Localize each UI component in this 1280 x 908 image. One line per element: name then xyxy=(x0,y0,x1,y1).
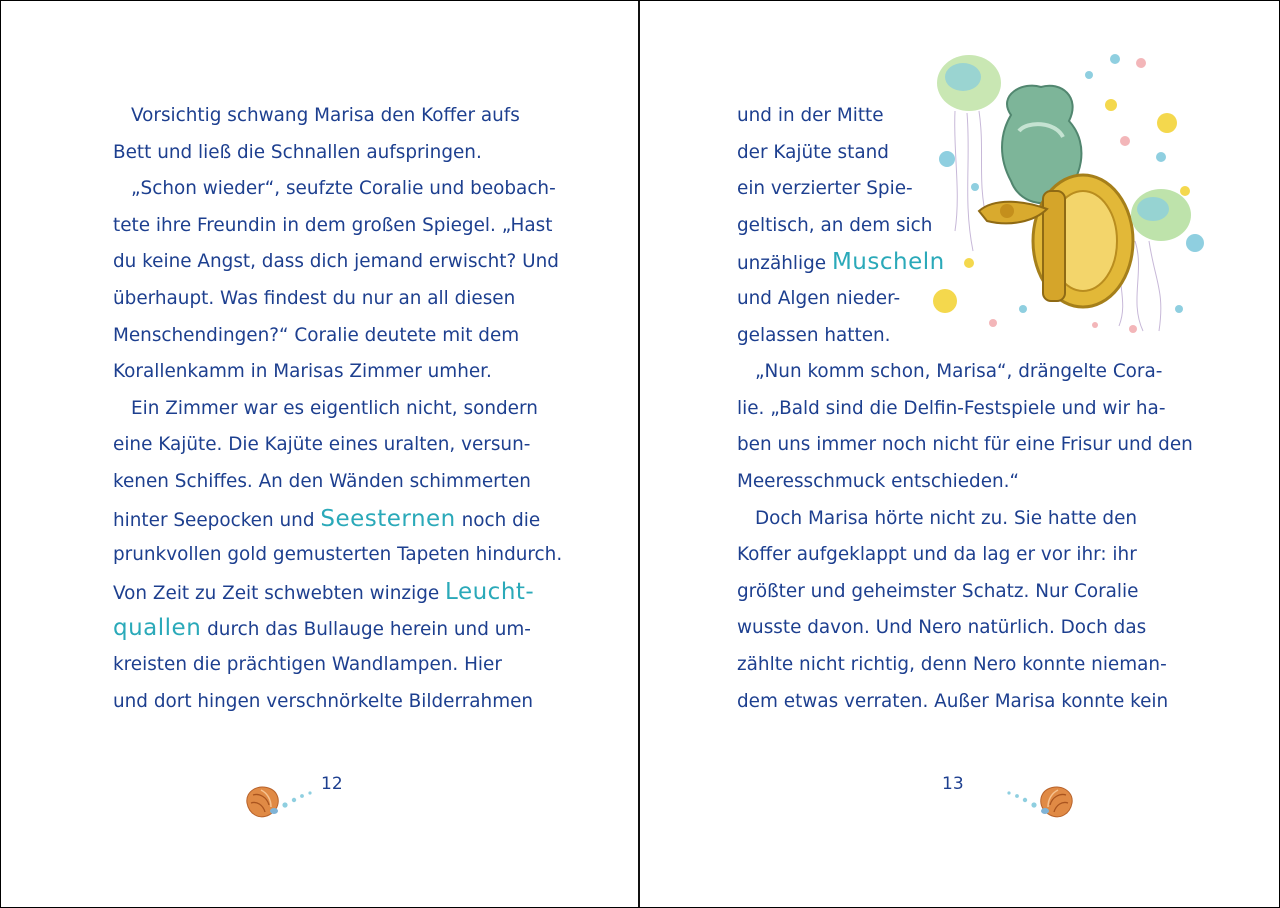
text-line: größter und geheimster Schatz. Nur Coralie xyxy=(737,580,1139,602)
text-line xyxy=(737,244,1207,281)
text-segment: hinter Seepocken und xyxy=(113,509,321,531)
seashell-icon xyxy=(241,781,317,821)
bubbles-icon xyxy=(282,791,311,807)
text-line: lie. „Bald sind die Delfin-Festspiele und wir ha- xyxy=(737,397,1166,419)
text-segment: durch das Bullauge herein und um- xyxy=(201,619,531,641)
seashell-icon xyxy=(1002,781,1078,821)
seashell-icon xyxy=(247,787,278,817)
text-line: Doch Marisa hörte nicht zu. Sie hatte den xyxy=(755,507,1138,529)
text-line: kenen Schiffes. An den Wänden schimmerten xyxy=(113,470,531,492)
page-number: 12 xyxy=(321,774,343,794)
text-line: zählte nicht richtig, denn Nero konnte nieman- xyxy=(737,653,1167,675)
text-segment: Von Zeit zu Zeit schwebten winzige xyxy=(113,582,446,604)
text-line: gelassen hatten. xyxy=(737,324,891,346)
highlight-word-muscheln: Muscheln xyxy=(831,249,945,276)
highlight-word-quallen: quallen xyxy=(113,615,202,642)
text-line: Ein Zimmer war es eigentlich nicht, sondern xyxy=(131,397,538,419)
text-line: und dort hingen verschnörkelte Bilderrahmen xyxy=(113,690,534,712)
text-line: und Algen nieder- xyxy=(737,287,901,309)
text-line xyxy=(113,501,573,538)
text-line: kreisten die prächtigen Wandlampen. Hier xyxy=(113,653,502,675)
text-line: Korallenkamm in Marisas Zimmer umher. xyxy=(113,361,492,383)
text-line: Bett und ließ die Schnallen aufspringen. xyxy=(113,141,482,163)
right-page-text xyxy=(737,98,1207,720)
highlight-word-seesternen: Seesternen xyxy=(320,505,456,532)
text-line: ein verzierter Spie- xyxy=(737,178,913,200)
highlight-word-leucht: Leucht- xyxy=(445,578,535,605)
text-line: prunkvollen gold gemusterten Tapeten hindurch. xyxy=(113,544,563,566)
text-segment: noch die xyxy=(455,509,541,531)
text-segment: unzählige xyxy=(737,253,832,275)
text-line: Koffer aufgeklappt und da lag er vor ihr: ihr xyxy=(737,544,1137,566)
text-line: Vorsichtig schwang Marisa den Koffer aufs xyxy=(131,105,520,126)
text-line: wusste davon. Und Nero natürlich. Doch das xyxy=(737,617,1147,639)
text-line: ben uns immer noch nicht für eine Frisur und den xyxy=(737,434,1193,456)
text-line: dem etwas verraten. Außer Marisa konnte kein xyxy=(737,690,1169,712)
text-line: eine Kajüte. Die Kajüte eines uralten, versun- xyxy=(113,434,531,456)
text-line xyxy=(113,574,573,611)
text-line: „Schon wieder“, seufzte Coralie und beobach- xyxy=(131,178,556,200)
text-line xyxy=(113,610,573,647)
text-line: Meeresschmuck entschieden.“ xyxy=(737,470,1020,492)
page-number: 13 xyxy=(942,774,964,794)
left-page-text xyxy=(113,98,573,720)
text-line: geltisch, an dem sich xyxy=(737,214,933,236)
seashell-icon xyxy=(1041,787,1072,817)
text-line: überhaupt. Was findest du nur an all diesen xyxy=(113,287,516,309)
right-page xyxy=(640,1,1279,907)
text-line: Menschendingen?“ Coralie deutete mit dem xyxy=(113,324,520,346)
text-line: tete ihre Freundin in dem großen Spiegel. „Hast xyxy=(113,214,553,236)
text-line: „Nun komm schon, Marisa“, drängelte Cora- xyxy=(755,361,1163,383)
text-line: und in der Mitte xyxy=(737,105,884,126)
text-line: der Kajüte stand xyxy=(737,141,889,163)
left-page xyxy=(1,1,638,907)
bubbles-icon xyxy=(1007,791,1036,807)
text-line: du keine Angst, dass dich jemand erwischt? Und xyxy=(113,251,559,273)
